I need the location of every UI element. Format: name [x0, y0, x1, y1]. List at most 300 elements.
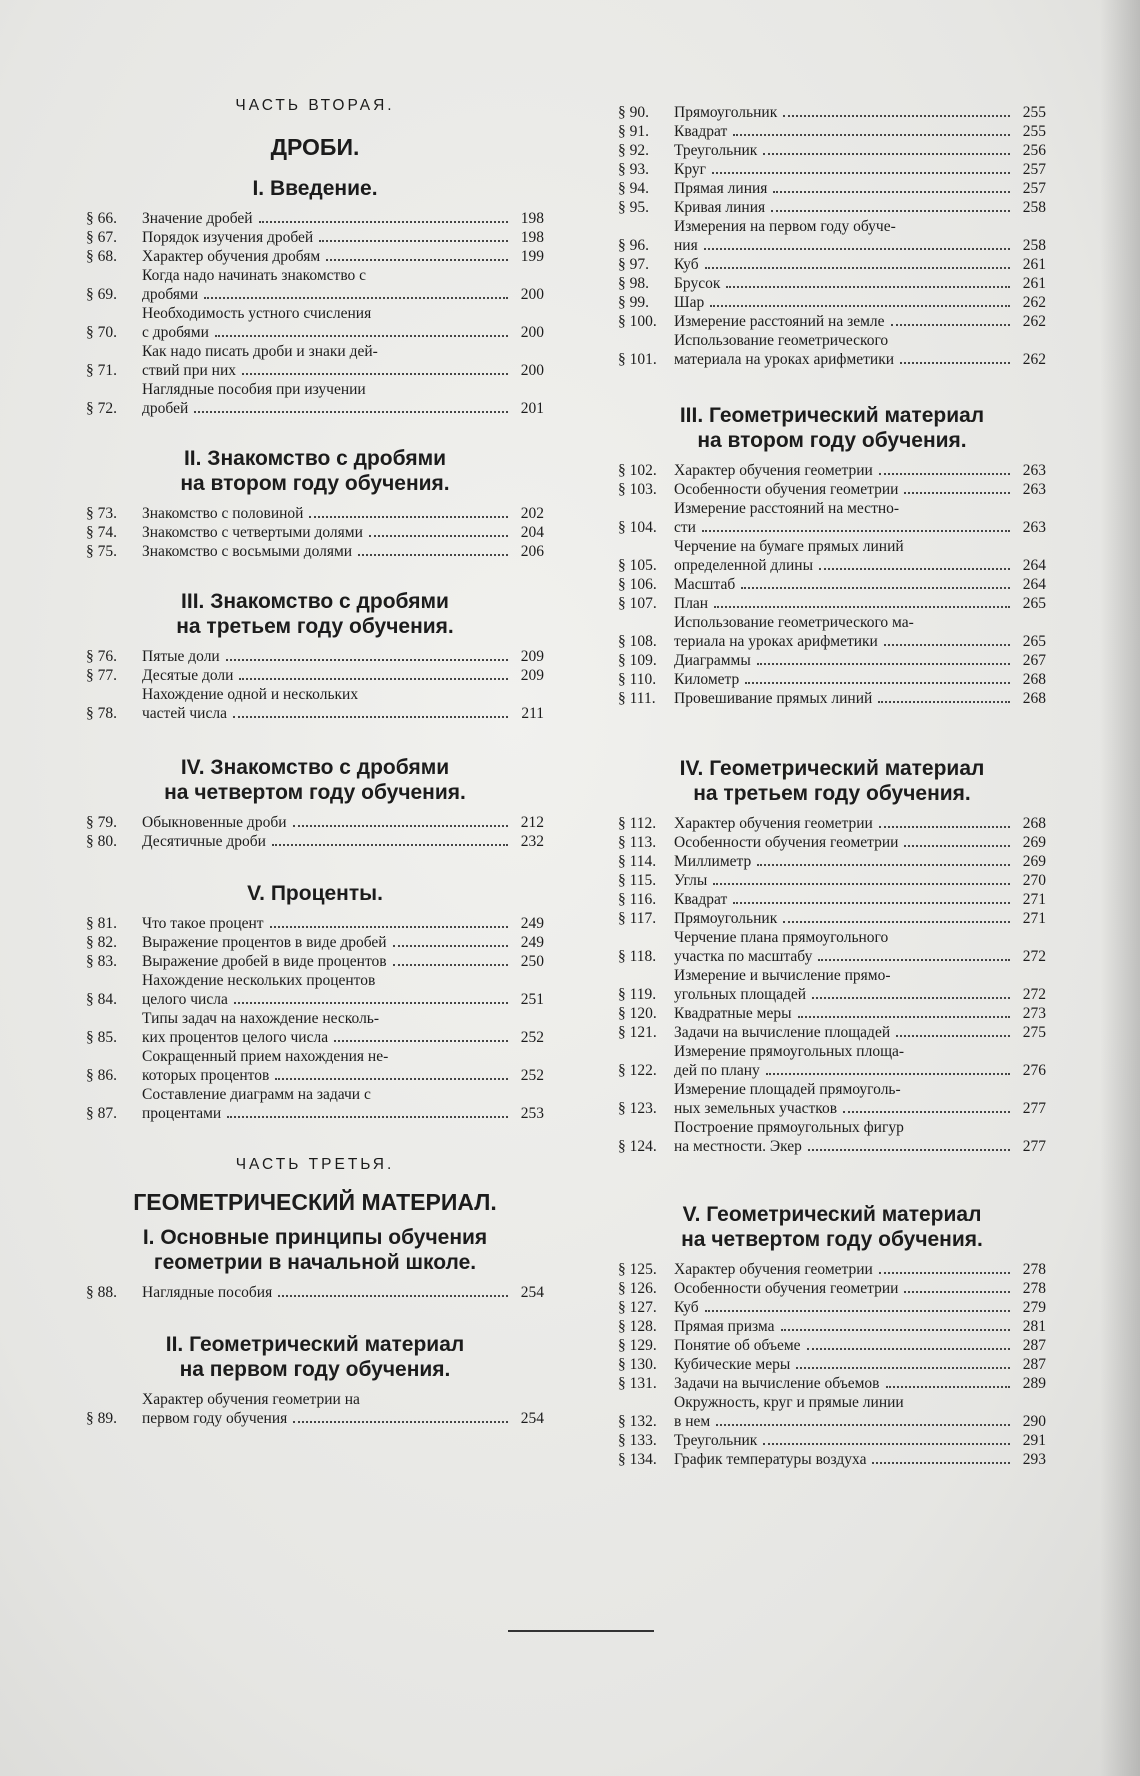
entry-title: Масштаб [674, 576, 736, 593]
entry-title: Измерение расстояний на земле [674, 313, 885, 330]
section-heading [86, 589, 544, 639]
page-number: 269 [1022, 834, 1046, 851]
entry-body [674, 670, 1046, 689]
toc-entry [618, 670, 1046, 689]
toc-entry [618, 1336, 1046, 1355]
section-heading [86, 881, 544, 906]
dot-leader [704, 248, 1010, 250]
page-number: 293 [1022, 1451, 1046, 1468]
page-number: 275 [1022, 1024, 1046, 1041]
page-number: 272 [1022, 986, 1046, 1003]
page-number: 212 [520, 814, 544, 831]
entry-body [674, 255, 1046, 274]
entry-title-line1: Измерение площадей прямоуголь- [674, 1081, 901, 1098]
section-heading-line: V. Геометрический материал [682, 1203, 982, 1226]
page-number: 287 [1022, 1337, 1046, 1354]
toc-entry [618, 1042, 1046, 1080]
entry-title-line2-row [674, 947, 1046, 966]
dot-leader [763, 1443, 1010, 1445]
page-number: 265 [1022, 633, 1046, 650]
part-three-label: ЧАСТЬ ТРЕТЬЯ. [235, 1156, 395, 1173]
page-number: 263 [1022, 481, 1046, 498]
page-number: 278 [1022, 1261, 1046, 1278]
entry-body [674, 461, 1046, 480]
section-number: § 111. [618, 690, 656, 707]
entry-title-line2-row [674, 556, 1046, 575]
entry-title: Миллиметр [674, 853, 752, 870]
section-heading-line: на первом году обучения. [179, 1358, 451, 1381]
toc-entry [618, 1393, 1046, 1431]
dot-leader [741, 587, 1010, 589]
toc-entry [86, 209, 544, 228]
section-number: § 110. [618, 671, 657, 688]
page-number: 254 [520, 1284, 544, 1301]
entry-body [142, 1283, 544, 1302]
page-number: 265 [1022, 595, 1046, 612]
entry-title: План [674, 595, 709, 612]
entry-title: Прямоугольник [674, 910, 778, 927]
toc-entry [86, 685, 544, 723]
section-heading-line: на третьем году обучения. [693, 782, 971, 805]
entry-body [674, 594, 1046, 613]
page-number: 209 [520, 648, 544, 665]
dot-leader [879, 826, 1010, 828]
page-number: 264 [1022, 557, 1046, 574]
dot-leader [227, 1116, 508, 1118]
toc-entry [86, 504, 544, 523]
entry-body [142, 971, 544, 1009]
section-number: § 77. [86, 667, 117, 684]
page-number: 261 [1022, 256, 1046, 273]
part-three-title: ГЕОМЕТРИЧЕСКИЙ МАТЕРИАЛ. [133, 1189, 497, 1215]
section-number: § 114. [618, 853, 657, 870]
dot-leader [818, 959, 1010, 961]
dot-leader [702, 530, 1010, 532]
dot-leader [733, 134, 1010, 136]
entry-body [142, 1047, 544, 1085]
toc-entries [86, 647, 544, 723]
entry-title-line2-row [674, 1099, 1046, 1118]
entry-body [674, 871, 1046, 890]
section-number: § 120. [618, 1005, 657, 1022]
entry-title: Треугольник [674, 142, 758, 159]
entry-title: Прямоугольник [674, 104, 778, 121]
toc-entry [618, 499, 1046, 537]
entry-title: Квадрат [674, 891, 728, 908]
section-number: § 109. [618, 652, 657, 669]
page-number: 252 [520, 1067, 544, 1084]
section-number: § 67. [86, 229, 117, 246]
dot-leader [900, 362, 1010, 364]
toc-entry [86, 1085, 544, 1123]
section-number: § 103. [618, 481, 657, 498]
entry-body [674, 1023, 1046, 1042]
dot-leader [891, 324, 1010, 326]
page-number: 232 [520, 833, 544, 850]
page-edge-shadow [1100, 0, 1140, 1776]
dot-leader [796, 1367, 1010, 1369]
page-number: 268 [1022, 690, 1046, 707]
dot-leader [334, 1040, 508, 1042]
page-number: 290 [1022, 1413, 1046, 1430]
entry-title-line2-row [142, 1066, 544, 1085]
dot-leader [757, 663, 1010, 665]
section-number: § 89. [86, 1410, 117, 1427]
entry-title: Кривая линия [674, 199, 766, 216]
page-number: 252 [520, 1029, 544, 1046]
section-number: § 79. [86, 814, 117, 831]
entry-body [674, 1431, 1046, 1450]
section-number: § 134. [618, 1451, 657, 1468]
entry-title: Особенности обучения геометрии [674, 481, 899, 498]
entry-body [674, 613, 1046, 651]
page-number: 277 [1022, 1138, 1046, 1155]
section-number: § 98. [618, 275, 649, 292]
section-number: § 71. [86, 362, 117, 379]
dot-leader [242, 373, 508, 375]
toc-entry [618, 1450, 1046, 1469]
toc-entry [618, 331, 1046, 369]
entry-title-line1: Нахождение нескольких процентов [142, 972, 376, 989]
toc-entry [618, 909, 1046, 928]
entry-title: Характер обучения дробям [142, 248, 321, 265]
toc-entry [618, 594, 1046, 613]
entry-title: Провешивание прямых линий [674, 690, 873, 707]
section-number: § 130. [618, 1356, 657, 1373]
entry-title-line2: ных земельных участков [674, 1100, 838, 1117]
dot-leader [369, 535, 508, 537]
page-number: 200 [520, 362, 544, 379]
dot-leader [879, 473, 1010, 475]
section-number: § 84. [86, 991, 117, 1008]
entry-title-line2: дробями [142, 286, 199, 303]
page-number: 255 [1022, 123, 1046, 140]
entry-title-line1: Составление диаграмм на задачи с [142, 1086, 371, 1103]
entry-body [674, 499, 1046, 537]
section-heading-line: II. Геометрический материал [165, 1333, 465, 1356]
entry-title: Задачи на вычисление площадей [674, 1024, 891, 1041]
dot-leader [904, 845, 1010, 847]
page-number: 267 [1022, 652, 1046, 669]
entry-body [674, 179, 1046, 198]
entry-body [674, 1118, 1046, 1156]
page-number: 289 [1022, 1375, 1046, 1392]
entry-title: Шар [674, 294, 705, 311]
entry-body [142, 342, 544, 380]
entry-title-line1: Как надо писать дроби и знаки дей- [142, 343, 378, 360]
toc-entries [86, 914, 544, 1123]
section-heading [86, 1225, 544, 1275]
page-number: 261 [1022, 275, 1046, 292]
entry-title-line1: Измерение расстояний на местно- [674, 500, 900, 517]
entry-body [142, 504, 544, 523]
section-number: § 82. [86, 934, 117, 951]
section-number: § 121. [618, 1024, 657, 1041]
entry-title: Что такое процент [142, 915, 264, 932]
entry-title: Углы [674, 872, 708, 889]
page-number: 198 [520, 210, 544, 227]
dot-leader [781, 1329, 1011, 1331]
page-number: 199 [520, 248, 544, 265]
toc-entry [86, 832, 544, 851]
dot-leader [712, 172, 1010, 174]
toc-entry [86, 342, 544, 380]
section-number: § 133. [618, 1432, 657, 1449]
page-number: 277 [1022, 1100, 1046, 1117]
toc-entry [618, 141, 1046, 160]
entry-body [142, 933, 544, 952]
toc-entry [86, 1390, 544, 1428]
dot-leader [714, 606, 1010, 608]
section-number: § 85. [86, 1029, 117, 1046]
entry-body [674, 1080, 1046, 1118]
entry-body [674, 1336, 1046, 1355]
entry-title-line2-row [142, 1028, 544, 1047]
entry-title: Выражение дробей в виде процентов [142, 953, 387, 970]
entry-title: Круг [674, 161, 706, 178]
toc-entry [618, 274, 1046, 293]
dot-leader [716, 1424, 1010, 1426]
section-number: § 73. [86, 505, 117, 522]
page-number: 262 [1022, 351, 1046, 368]
entry-title: Знакомство с четвертыми долями [142, 524, 363, 541]
entry-title-line2: материала на уроках арифметики [674, 351, 895, 368]
dot-leader [773, 191, 1010, 193]
entry-body [674, 1374, 1046, 1393]
section-number: § 76. [86, 648, 117, 665]
section-number: § 123. [618, 1100, 657, 1117]
entry-body [142, 666, 544, 685]
entry-title-line2: на местности. Экер [674, 1138, 802, 1155]
entry-title-line2: участка по масштабу [674, 948, 813, 965]
dot-leader [713, 883, 1010, 885]
entry-body [674, 537, 1046, 575]
section-number: § 88. [86, 1284, 117, 1301]
page-number: 249 [520, 934, 544, 951]
toc-entry [618, 217, 1046, 255]
entry-title: Выражение процентов в виде дробей [142, 934, 387, 951]
dot-leader [270, 926, 508, 928]
page-number: 202 [520, 505, 544, 522]
dot-leader [745, 682, 1010, 684]
entry-title-line1: Использование геометрического [674, 332, 889, 349]
entry-title: Квадратные меры [674, 1005, 792, 1022]
entry-body [142, 209, 544, 228]
toc-entry [618, 293, 1046, 312]
section-number: § 86. [86, 1067, 117, 1084]
dot-leader [705, 1310, 1010, 1312]
entry-body [674, 480, 1046, 499]
page-number: 257 [1022, 180, 1046, 197]
toc-entry [618, 255, 1046, 274]
section-number: § 131. [618, 1375, 657, 1392]
toc-entry [618, 461, 1046, 480]
entry-body [674, 890, 1046, 909]
section-number: § 92. [618, 142, 649, 159]
section-heading [618, 1202, 1046, 1252]
entry-body [674, 928, 1046, 966]
section-number: § 70. [86, 324, 117, 341]
section-number: § 81. [86, 915, 117, 932]
entry-title: Знакомство с половиной [142, 505, 304, 522]
entry-title-line1: Измерение прямоугольных площа- [674, 1043, 905, 1060]
page-number: 268 [1022, 671, 1046, 688]
section-number: § 113. [618, 834, 657, 851]
section-number: § 90. [618, 104, 649, 121]
page-number: 268 [1022, 815, 1046, 832]
entry-title: Квадрат [674, 123, 728, 140]
page-number: 250 [520, 953, 544, 970]
entry-title: Десятичные дроби [142, 833, 266, 850]
entry-title: Характер обучения геометрии [674, 1261, 873, 1278]
entry-title: Прямая линия [674, 180, 768, 197]
dot-leader [259, 221, 508, 223]
toc-entry [618, 480, 1046, 499]
entry-title-line1: Сокращенный прием нахождения не- [142, 1048, 389, 1065]
page-number: 278 [1022, 1280, 1046, 1297]
entry-title-line2-row [674, 1137, 1046, 1156]
section-number: § 107. [618, 595, 657, 612]
section-number: § 127. [618, 1299, 657, 1316]
toc-entry [86, 1009, 544, 1047]
section-heading-line: на четвертом году обучения. [164, 781, 466, 804]
toc-entry [618, 122, 1046, 141]
toc-entry [86, 266, 544, 304]
section-heading-line: IV. Геометрический материал [679, 757, 985, 780]
entry-title: График температуры воздуха [674, 1451, 867, 1468]
section-number: § 100. [618, 313, 657, 330]
entry-body [674, 274, 1046, 293]
section-number: § 126. [618, 1280, 657, 1297]
toc-entry [618, 1023, 1046, 1042]
dot-leader [272, 844, 508, 846]
section-number: § 97. [618, 256, 649, 273]
entry-title-line2: угольных площадей [674, 986, 807, 1003]
section-number: § 99. [618, 294, 649, 311]
dot-leader [393, 945, 508, 947]
dot-leader [293, 825, 508, 827]
entry-title-line1: Типы задач на нахождение несколь- [142, 1010, 380, 1027]
section-number: § 122. [618, 1062, 657, 1079]
section-number: § 75. [86, 543, 117, 560]
dot-leader [710, 305, 1010, 307]
entry-title: Наглядные пособия [142, 1284, 273, 1301]
dot-leader [771, 210, 1010, 212]
entry-title-line2-row [674, 350, 1046, 369]
entry-body [142, 542, 544, 561]
page-number: 206 [520, 543, 544, 560]
section-heading [86, 1332, 544, 1382]
entry-title-line1: Наглядные пособия при изучении [142, 381, 366, 398]
entry-body [674, 1393, 1046, 1431]
page-number: 287 [1022, 1356, 1046, 1373]
entry-title: Характер обучения геометрии [674, 462, 873, 479]
section-heading-line: на втором году обучения. [697, 429, 967, 452]
dot-leader [733, 902, 1010, 904]
page-number: 276 [1022, 1062, 1046, 1079]
entry-title-line1: Окружность, круг и прямые линии [674, 1394, 904, 1411]
entry-body [142, 813, 544, 832]
entry-body [674, 1004, 1046, 1023]
toc-entry [618, 1317, 1046, 1336]
section-heading-line: III. Геометрический материал [679, 404, 985, 427]
section-heading-line: I. Основные принципы обучения [142, 1226, 488, 1249]
dot-leader [233, 716, 508, 718]
toc-entry [86, 228, 544, 247]
section-number: § 104. [618, 519, 657, 536]
dot-leader [234, 1002, 508, 1004]
entry-title-line2-row [674, 518, 1046, 537]
entry-title: Особенности обучения геометрии [674, 834, 899, 851]
toc-entry [618, 613, 1046, 651]
toc-entry [618, 537, 1046, 575]
toc-entries [86, 504, 544, 561]
entry-title: Куб [674, 1299, 699, 1316]
page-number: 249 [520, 915, 544, 932]
entry-title: Пятые доли [142, 648, 220, 665]
toc-entry [86, 647, 544, 666]
page-number: 271 [1022, 891, 1046, 908]
entry-title-line2: с дробями [142, 324, 209, 341]
dot-leader [393, 964, 508, 966]
toc-entries [86, 1283, 544, 1302]
entry-title-line1: Черчение плана прямоугольного [674, 929, 889, 946]
toc-entry [618, 689, 1046, 708]
entry-body [142, 1390, 544, 1428]
entry-title-line1: Использование геометрического ма- [674, 614, 914, 631]
page-number: 257 [1022, 161, 1046, 178]
toc-entry [86, 933, 544, 952]
entry-title-line1: Измерения на первом году обуче- [674, 218, 896, 235]
toc-entry [618, 966, 1046, 1004]
entry-body [142, 952, 544, 971]
toc-entries [86, 813, 544, 851]
page-number: 273 [1022, 1005, 1046, 1022]
entry-body [674, 852, 1046, 871]
entry-title-line2-row [674, 236, 1046, 255]
entry-title-line2-row [142, 361, 544, 380]
entry-title-line1: Необходимость устного счисления [142, 305, 372, 322]
entry-body [674, 1279, 1046, 1298]
toc-entry [86, 813, 544, 832]
section-number: § 69. [86, 286, 117, 303]
dot-leader [783, 115, 1010, 117]
entry-title-line2-row [142, 990, 544, 1009]
entry-body [142, 1009, 544, 1047]
entry-body [674, 217, 1046, 255]
toc-entry [618, 852, 1046, 871]
entry-title-line1: Черчение на бумаге прямых линий [674, 538, 904, 555]
toc-entries [618, 461, 1046, 708]
entry-title-line2: ния [674, 237, 698, 254]
entry-title: Десятые доли [142, 667, 234, 684]
section-number: § 91. [618, 123, 649, 140]
entry-title-line2: ствий при них [142, 362, 236, 379]
entry-body [674, 909, 1046, 928]
entry-title-line1: Когда надо начинать знакомство с [142, 267, 367, 284]
page-number: 258 [1022, 199, 1046, 216]
section-number: § 132. [618, 1413, 657, 1430]
toc-entry [86, 1047, 544, 1085]
dot-leader [226, 659, 508, 661]
dot-leader [358, 554, 508, 556]
dot-leader [886, 1386, 1011, 1388]
entry-title: Порядок изучения дробей [142, 229, 314, 246]
section-heading [86, 176, 544, 201]
entry-body [142, 914, 544, 933]
page-number: 262 [1022, 313, 1046, 330]
section-number: § 101. [618, 351, 657, 368]
